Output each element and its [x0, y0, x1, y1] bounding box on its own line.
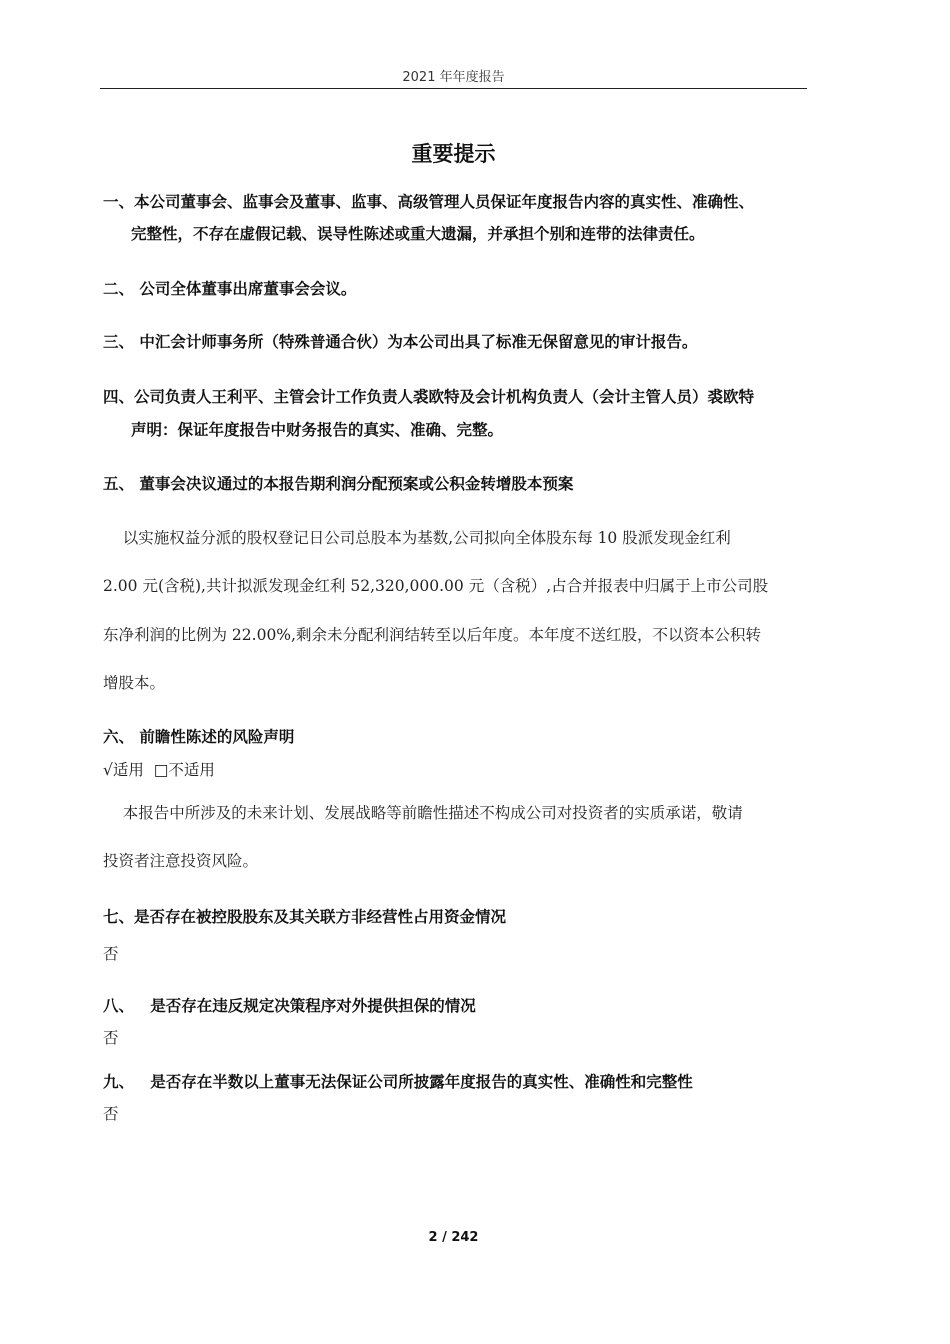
item-1-line-1: 一、本公司董事会、监事会及董事、监事、高级管理人员保证年度报告内容的真实性、准确性、	[103, 193, 755, 211]
item-5-paragraph-line-2: 2.00 元(含税),共计拟派发现金红利 52,320,000.00 元（含税）,占合并报表中归属于上市公司股	[103, 577, 769, 595]
item-8-answer: 否	[103, 1029, 119, 1047]
item-5-paragraph-line-4: 增股本。	[103, 674, 166, 692]
item-8-heading: 八、 是否存在违反规定决策程序对外提供担保的情况	[103, 997, 476, 1015]
item-7-answer: 否	[103, 945, 119, 963]
item-2: 二、 公司全体董事出席董事会会议。	[103, 280, 357, 298]
item-9-answer: 否	[103, 1105, 119, 1123]
item-3: 三、 中汇会计师事务所（特殊普通合伙）为本公司出具了标准无保留意见的审计报告。	[103, 333, 698, 351]
page-number: 2 / 242	[428, 1230, 479, 1245]
item-6-paragraph-line-1: 本报告中所涉及的未来计划、发展战略等前瞻性描述不构成公司对投资者的实质承诺，敬请	[103, 804, 743, 822]
item-9-heading: 九、 是否存在半数以上董事无法保证公司所披露年度报告的真实性、准确性和完整性	[103, 1073, 693, 1091]
item-6-heading: 六、 前瞻性陈述的风险声明	[103, 728, 295, 746]
item-1-line-2: 完整性，不存在虚假记载、误导性陈述或重大遗漏，并承担个别和连带的法律责任。	[131, 225, 705, 243]
item-5-heading: 五、 董事会决议通过的本报告期利润分配预案或公积金转增股本预案	[103, 475, 574, 493]
header-rule	[100, 88, 807, 89]
item-5-paragraph-line-3: 东净利润的比例为 22.00%,剩余未分配利润结转至以后年度。本年度不送红股，不以资本公积转	[103, 626, 761, 644]
running-header: 2021 年年度报告	[402, 70, 505, 85]
item-4-line-1: 四、公司负责人王利平、主管会计工作负责人裘欧特及会计机构负责人（会计主管人员）裘欧特	[103, 388, 755, 406]
item-6-paragraph-line-2: 投资者注意投资风险。	[103, 852, 259, 870]
item-6-applicability: √适用 □不适用	[103, 761, 215, 779]
item-7-heading: 七、是否存在被控股股东及其关联方非经营性占用资金情况	[103, 908, 507, 926]
item-4-line-2: 声明：保证年度报告中财务报告的真实、准确、完整。	[131, 421, 504, 439]
item-5-paragraph-line-1: 以实施权益分派的股权登记日公司总股本为基数,公司拟向全体股东每 10 股派发现金红利	[103, 529, 731, 547]
page-title: 重要提示	[411, 142, 496, 166]
